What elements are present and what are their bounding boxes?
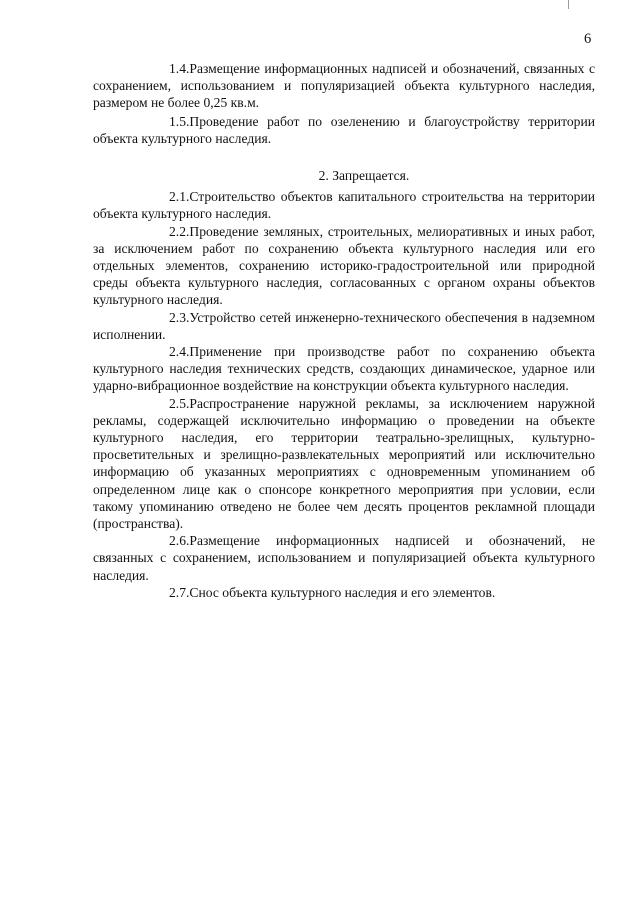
paragraph-1-5 [93, 113, 595, 147]
paragraph-text: Размещение информационных надписей и обозначений, связанных с сохранением, использованием и популяризацией объекта культурного наследия, размером не более 0,25 кв.м. [93, 61, 595, 111]
paragraph-text: Устройство сетей инженерно-технического обеспечения в надземном исполнении. [93, 309, 595, 342]
paragraph-2-5 [93, 395, 595, 533]
paragraph-number: 2.6. [169, 533, 190, 549]
paragraph-text: Строительство объектов капитального строительства на территории объекта культурного наследия. [93, 189, 595, 222]
paragraph-number: 2.3. [169, 309, 190, 325]
paragraph-2-1 [93, 188, 595, 222]
paragraph-2-7 [93, 584, 595, 601]
paragraph-number: 2.1. [169, 189, 190, 205]
paragraph-2-3 [93, 309, 595, 343]
paragraph-text: Проведение земляных, строительных, мелиоративных и иных работ, за исключением работ по сохранению объекта культурного наследия или его отдельных элементов, сохранению историко-градостроительной или природной среды объекта культурного наследия, согласованных с органом охраны объектов культурного наследия. [93, 223, 595, 308]
paragraph-1-4 [93, 60, 595, 112]
paragraph-number: 2.7. [169, 584, 190, 600]
paragraph-number: 1.4. [169, 61, 190, 76]
paragraph-2-2 [93, 223, 595, 309]
paragraph-number: 2.4. [169, 344, 190, 360]
paragraph-text: Проведение работ по озеленению и благоустройству территории объекта культурного наследия. [93, 113, 595, 146]
paragraph-number: 1.5. [169, 113, 190, 129]
paragraph-2-4 [93, 343, 595, 395]
paragraph-text: Распространение наружной рекламы, за исключением наружной рекламы, содержащей исключительно информацию о проведении на объекте культурного наследия, его территории театрально-зрелищных, культурно-просветительных и зрелищно-развлекательных мероприятий или исключительно информацию об указанных мероприятиях с одновременным упоминанием об определенном лице как о спонсоре конкретного мероприятия при условии, если такому упоминанию отведено не более чем десять процентов рекламной площади (пространства). [93, 395, 595, 532]
paragraph-number: 2.5. [169, 395, 190, 411]
paragraph-number: 2.2. [169, 223, 190, 239]
paragraph-2-6 [93, 532, 595, 584]
paragraph-text: Снос объекта культурного наследия и его элементов. [189, 584, 496, 600]
page-number: 6 [584, 31, 592, 47]
paragraph-text: Размещение информационных надписей и обозначений, не связанных с сохранением, использованием и популяризацией объекта культурного наследия. [93, 533, 595, 583]
paragraph-text: Применение при производстве работ по сохранению объекта культурного наследия технических средств, создающих динамическое, ударное или ударно-вибрационное воздействие на конструкции объекта культурного наследия. [93, 344, 595, 394]
section-title: 2. Запрещается. [318, 168, 410, 184]
document-body [93, 60, 595, 601]
scan-edge-mark [568, 0, 569, 9]
